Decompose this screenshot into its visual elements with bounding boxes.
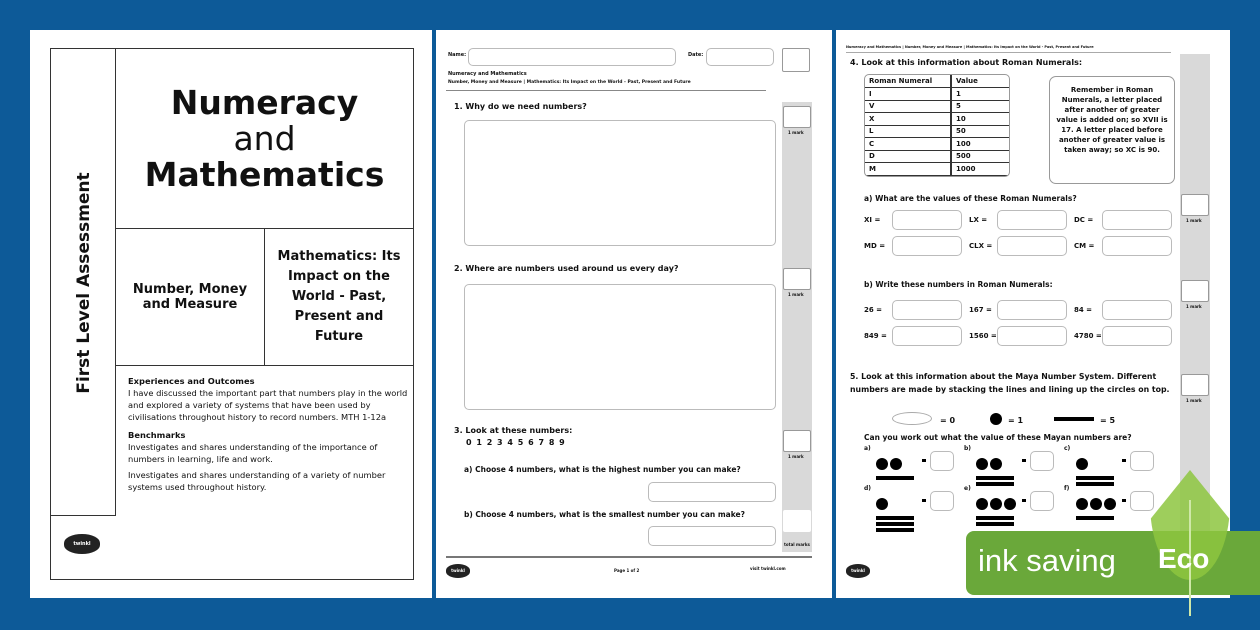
- answer-box-3a[interactable]: [648, 482, 776, 502]
- value-cell: 10: [951, 113, 1009, 126]
- maya-label: e): [964, 485, 971, 492]
- question-4b: b) Write these numbers in Roman Numerals:: [864, 280, 1053, 289]
- title-line: Mathematics: [144, 155, 385, 194]
- legend-one: = 1: [1008, 416, 1024, 425]
- question-5: 5. Look at this information about the Maya Number System. Different numbers are made by stacking the lines and lining up the circles on top.: [850, 372, 1170, 394]
- eo-text: I have discussed the important part that numbers play in the world and explored a variety of systems that have been used by civilisations throughout history to record numbers. MTH 1-12a: [128, 388, 408, 422]
- answer-box-2[interactable]: [464, 284, 776, 410]
- title-line: Numeracy: [170, 83, 359, 122]
- answer-box-3b[interactable]: [648, 526, 776, 546]
- item-label: MD =: [864, 242, 886, 250]
- twinkl-logo: twinkl: [846, 564, 870, 578]
- maya-answer-box[interactable]: [1130, 491, 1154, 511]
- maya-bar: [976, 482, 1014, 486]
- maya-bar: [976, 516, 1014, 520]
- mark-label: 1 mark: [1186, 304, 1202, 309]
- numeral-cell: D: [865, 150, 951, 163]
- maya-bar: [1076, 516, 1114, 520]
- footer-link: visit twinkl.com: [750, 566, 786, 571]
- item-label: CLX =: [969, 242, 993, 250]
- item-label: DC =: [1074, 216, 1094, 224]
- maya-dot: [976, 458, 988, 470]
- legend-zero: = 0: [940, 416, 956, 425]
- maya-number: [976, 495, 1018, 526]
- answer-box[interactable]: [1102, 210, 1172, 230]
- cover-title: [115, 48, 414, 229]
- maya-dot: [990, 458, 1002, 470]
- divider: [846, 52, 1171, 53]
- item-label: 849 =: [864, 332, 887, 340]
- equals-mark: [922, 499, 926, 502]
- question-4a: a) What are the values of these Roman Numerals?: [864, 194, 1077, 203]
- question-3a: a) Choose 4 numbers, what is the highest number you can make?: [464, 465, 741, 474]
- value-cell: 1000: [951, 163, 1009, 176]
- answer-box[interactable]: [1102, 326, 1172, 346]
- footer-divider: [446, 556, 812, 558]
- equals-mark: [1122, 459, 1126, 462]
- page-header: Numeracy and Mathematics | Number, Money and Measure | Mathematics: Its Impact on the World - Past, Present and Future: [846, 45, 1094, 49]
- table-row: [865, 125, 1009, 138]
- equals-mark: [1122, 499, 1126, 502]
- twinkl-logo: twinkl: [64, 534, 100, 554]
- maya-label: b): [964, 445, 972, 452]
- badge-text: ink saving: [978, 543, 1116, 578]
- question-3b: b) Choose 4 numbers, what is the smallest number you can make?: [464, 510, 745, 519]
- answer-box[interactable]: [892, 300, 962, 320]
- strand-left: Number, Money and Measure: [115, 228, 265, 366]
- maya-dot: [876, 458, 888, 470]
- mark-box: [1181, 374, 1209, 396]
- question-3: 3. Look at these numbers:: [454, 426, 573, 435]
- mark-box: [1181, 280, 1209, 302]
- table-row: [865, 88, 1009, 101]
- value-cell: 50: [951, 125, 1009, 138]
- numeral-cell: C: [865, 138, 951, 151]
- divider: [446, 90, 766, 91]
- item-label: LX =: [969, 216, 988, 224]
- maya-bar: [976, 476, 1014, 480]
- question-4: 4. Look at this information about Roman Numerals:: [850, 58, 1083, 67]
- question-2: 2. Where are numbers used around us every day?: [454, 264, 679, 273]
- mark-label: 1 mark: [788, 454, 804, 459]
- answer-box[interactable]: [1102, 300, 1172, 320]
- maya-answer-box[interactable]: [930, 491, 954, 511]
- benchmark: Investigates and shares understanding of the importance of numbers in learning, life and work.: [128, 442, 378, 464]
- maya-bar: [1076, 476, 1114, 480]
- bar-icon: [1054, 417, 1094, 421]
- table-row: [865, 100, 1009, 113]
- answer-box[interactable]: [997, 300, 1067, 320]
- total-box: [783, 510, 811, 532]
- title-line: and: [233, 119, 296, 158]
- maya-dot: [1076, 458, 1088, 470]
- side-title: First Level Assessment: [74, 172, 94, 394]
- item-label: CM =: [1074, 242, 1095, 250]
- maya-number: [876, 455, 914, 480]
- name-label: Name:: [448, 52, 467, 58]
- answer-box[interactable]: [997, 210, 1067, 230]
- maya-label: f): [1064, 485, 1070, 492]
- maya-dot: [1076, 498, 1088, 510]
- item-label: 167 =: [969, 306, 992, 314]
- maya-bar: [876, 516, 914, 520]
- maya-number: [976, 455, 1014, 486]
- strand-header: Number, Money and Measure | Mathematics: Its Impact on the World - Past, Present and Future: [448, 80, 691, 85]
- maya-label: c): [1064, 445, 1071, 452]
- value-cell: 5: [951, 100, 1009, 113]
- item-label: 4780 =: [1074, 332, 1102, 340]
- maya-label: a): [864, 445, 871, 452]
- numeral-cell: I: [865, 88, 951, 101]
- maya-answer-box[interactable]: [1130, 451, 1154, 471]
- equals-mark: [922, 459, 926, 462]
- legend-five: = 5: [1100, 416, 1116, 425]
- date-label: Date:: [688, 52, 704, 58]
- table-row: [865, 163, 1009, 176]
- benchmark: Investigates and shares understanding of a variety of number systems used throughout history.: [128, 470, 386, 492]
- maya-dot: [890, 458, 902, 470]
- maya-bar: [1076, 482, 1114, 486]
- maya-number: [1076, 455, 1114, 486]
- maya-number: [876, 495, 914, 532]
- answer-box[interactable]: [997, 326, 1067, 346]
- maya-bar: [876, 522, 914, 526]
- table-row: [865, 150, 1009, 163]
- eo-heading: Experiences and Outcomes: [128, 376, 255, 386]
- answer-box[interactable]: [997, 236, 1067, 256]
- date-field[interactable]: [706, 48, 774, 66]
- maya-bar: [876, 476, 914, 480]
- shell-icon: [892, 412, 932, 425]
- maya-number: [1076, 495, 1118, 520]
- maya-dot: [876, 498, 888, 510]
- maya-answer-box[interactable]: [1030, 451, 1054, 471]
- maya-bar: [876, 528, 914, 532]
- maya-bar: [976, 522, 1014, 526]
- table-header: Value: [951, 75, 1009, 88]
- numeral-cell: L: [865, 125, 951, 138]
- value-cell: 1: [951, 88, 1009, 101]
- answer-box[interactable]: [892, 210, 962, 230]
- equals-mark: [1022, 499, 1026, 502]
- equals-mark: [1022, 459, 1026, 462]
- twinkl-logo: twinkl: [446, 564, 470, 578]
- mark-label: 1 mark: [1186, 398, 1202, 403]
- mark-box: [783, 430, 811, 452]
- maya-dot: [1004, 498, 1016, 510]
- question-1: 1. Why do we need numbers?: [454, 102, 587, 111]
- total-label: total marks: [784, 542, 810, 547]
- mark-box: [783, 106, 811, 128]
- marks-column: [782, 102, 812, 552]
- eco-label: Eco: [1158, 543, 1210, 574]
- roman-table: [864, 74, 1010, 177]
- table-header: Roman Numeral: [865, 75, 951, 88]
- maya-label: d): [864, 485, 872, 492]
- item-label: XI =: [864, 216, 881, 224]
- cover-page: [30, 30, 432, 598]
- maya-answer-box[interactable]: [1030, 491, 1054, 511]
- mark-box: [783, 268, 811, 290]
- value-cell: 500: [951, 150, 1009, 163]
- page-number: Page 1 of 2: [614, 568, 640, 573]
- worksheet-page-1: [436, 30, 832, 598]
- item-label: 26 =: [864, 306, 883, 314]
- item-label: 1560 =: [969, 332, 997, 340]
- value-cell: 100: [951, 138, 1009, 151]
- maya-dot: [1090, 498, 1102, 510]
- mark-label: 1 mark: [788, 292, 804, 297]
- name-field[interactable]: [468, 48, 676, 66]
- answer-box-1[interactable]: [464, 120, 776, 246]
- mark-label: 1 mark: [1186, 218, 1202, 223]
- answer-box[interactable]: [892, 326, 962, 346]
- table-row: [865, 113, 1009, 126]
- maya-dot: [1104, 498, 1116, 510]
- mark-label: 1 mark: [788, 130, 804, 135]
- numeral-cell: M: [865, 163, 951, 176]
- maya-answer-box[interactable]: [930, 451, 954, 471]
- maya-dot: [990, 498, 1002, 510]
- maya-dot: [976, 498, 988, 510]
- remember-note: Remember in Roman Numerals, a letter placed after another of greater value is added on; so XVII is 17. A letter placed before another of greater value is taken away; so XC is 90.: [1049, 76, 1175, 184]
- side-column: [50, 48, 116, 516]
- digits: 0 1 2 3 4 5 6 7 8 9: [466, 438, 566, 447]
- bm-heading: Benchmarks: [128, 430, 186, 440]
- total-marks-box: [782, 48, 810, 72]
- question-5-prompt: Can you work out what the value of these Mayan numbers are?: [864, 433, 1132, 442]
- answer-box[interactable]: [1102, 236, 1172, 256]
- numeral-cell: X: [865, 113, 951, 126]
- mark-box: [1181, 194, 1209, 216]
- answer-box[interactable]: [892, 236, 962, 256]
- dot-icon: [990, 413, 1002, 425]
- outcomes-text: [128, 375, 408, 493]
- numeral-cell: V: [865, 100, 951, 113]
- item-label: 84 =: [1074, 306, 1093, 314]
- table-row: [865, 138, 1009, 151]
- subject-header: Numeracy and Mathematics: [448, 71, 527, 77]
- strand-right: Mathematics: Its Impact on the World - Past, Present and Future: [264, 228, 414, 366]
